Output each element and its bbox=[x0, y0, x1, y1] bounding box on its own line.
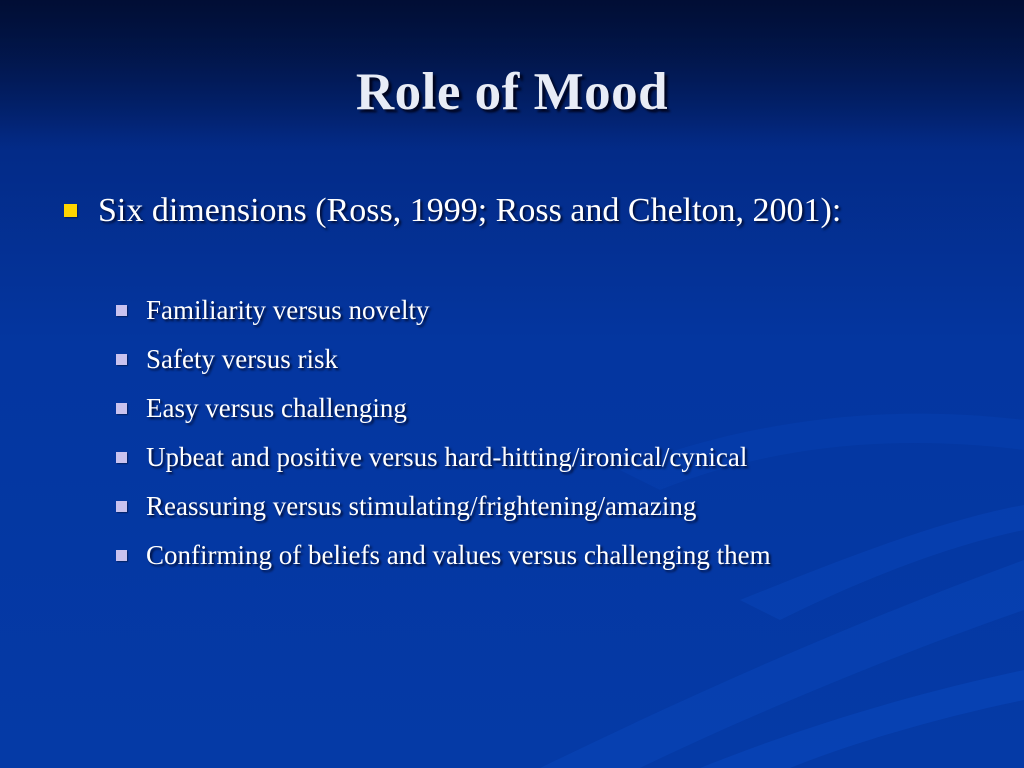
square-bullet-icon bbox=[116, 501, 127, 512]
sub-bullet-item bbox=[114, 286, 1002, 335]
square-bullet-icon bbox=[116, 354, 127, 365]
sub-bullet-item bbox=[114, 433, 1002, 482]
square-bullet-icon bbox=[116, 403, 127, 414]
sub-bullet-item bbox=[114, 482, 1002, 531]
sub-bullet-text: Familiarity versus novelty bbox=[146, 295, 430, 325]
sub-bullet-list bbox=[62, 286, 1002, 580]
sub-bullet-text: Easy versus challenging bbox=[146, 393, 407, 423]
sub-bullet-item bbox=[114, 384, 1002, 433]
bullet-list bbox=[62, 188, 1002, 580]
square-bullet-icon bbox=[116, 550, 127, 561]
square-bullet-icon bbox=[64, 204, 77, 217]
sub-bullet-item bbox=[114, 335, 1002, 384]
sub-bullet-item bbox=[114, 531, 1002, 580]
main-bullet-text: Six dimensions (Ross, 1999; Ross and Chelton, 2001): bbox=[98, 192, 842, 229]
main-bullet bbox=[62, 188, 1002, 234]
sub-bullet-text: Reassuring versus stimulating/frightening/amazing bbox=[146, 491, 697, 521]
square-bullet-icon bbox=[116, 452, 127, 463]
slide-title: Role of Mood bbox=[355, 63, 669, 121]
sub-bullet-text: Confirming of beliefs and values versus challenging them bbox=[146, 540, 771, 570]
sub-bullet-text: Safety versus risk bbox=[146, 344, 338, 374]
square-bullet-icon bbox=[116, 305, 127, 316]
sub-bullet-text: Upbeat and positive versus hard-hitting/ironical/cynical bbox=[146, 442, 748, 472]
